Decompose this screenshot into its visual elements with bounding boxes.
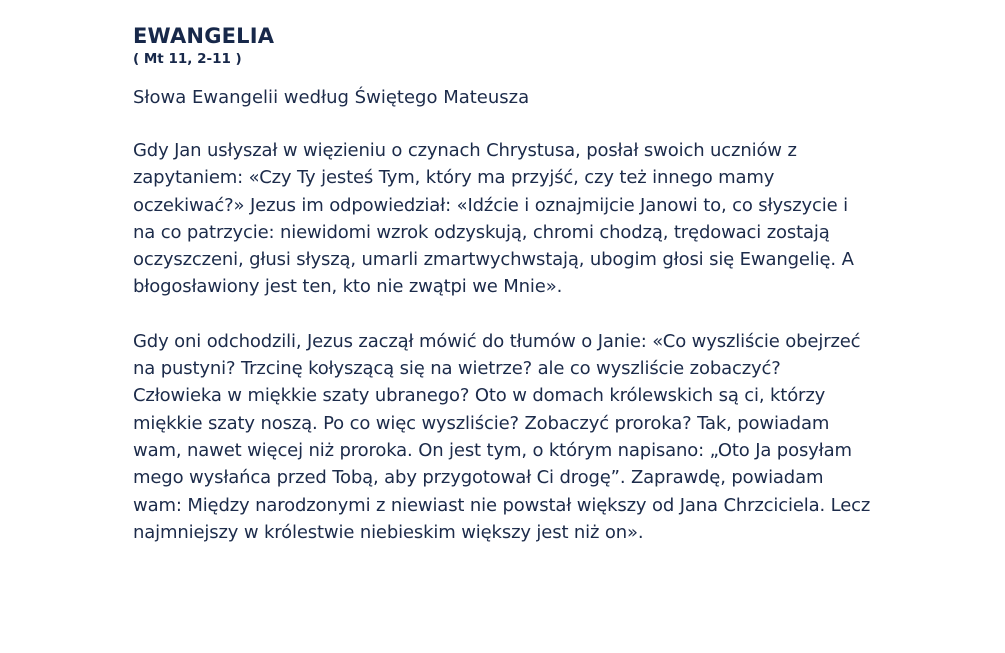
scripture-reference: ( Mt 11, 2-11 ) — [133, 51, 242, 67]
gospel-reading — [133, 22, 873, 546]
reading-paragraph-1: Gdy Jan usłyszał w więzieniu o czynach Chrystusa, posłał swoich uczniów z zapytaniem: «Czy Ty jesteś Tym, który ma przyjść, czy też innego mamy oczekiwać?» Jezus im odpowiedział: «Idźcie i oznajmijcie Janowi to, co słyszycie i na co patrzycie: niewidomi wzrok odzyskują, chromi chodzą, trędowaci zostają oczyszczeni, głusi słyszą, umarli zmartwychwstają, ubogim głosi się Ewangelię. A błogosławiony jest ten, kto nie zwątpi we Mnie». — [133, 140, 854, 298]
reading-intro: Słowa Ewangelii według Świętego Mateusza — [133, 87, 530, 108]
reading-title: EWANGELIA — [133, 24, 275, 48]
reading-paragraph-2: Gdy oni odchodzili, Jezus zaczął mówić do tłumów o Janie: «Co wyszliście obejrzeć na pustyni? Trzcinę kołyszącą się na wietrze? ale co wyszliście zobaczyć? Człowieka w miękkie szaty ubranego? Oto w domach królewskich są ci, którzy miękkie szaty noszą. Po co więc wyszliście? Zobaczyć proroka? Tak, powiadam wam, nawet więcej niż proroka. On jest tym, o którym napisano: „Oto Ja posyłam mego wysłańca przed Tobą, aby przygotował Ci drogę”. Zaprawdę, powiadam wam: Między narodzonymi z niewiast nie powstał większy od Jana Chrzciciela. Lecz najmniejszy w królestwie niebieskim większy jest niż on». — [133, 330, 871, 543]
